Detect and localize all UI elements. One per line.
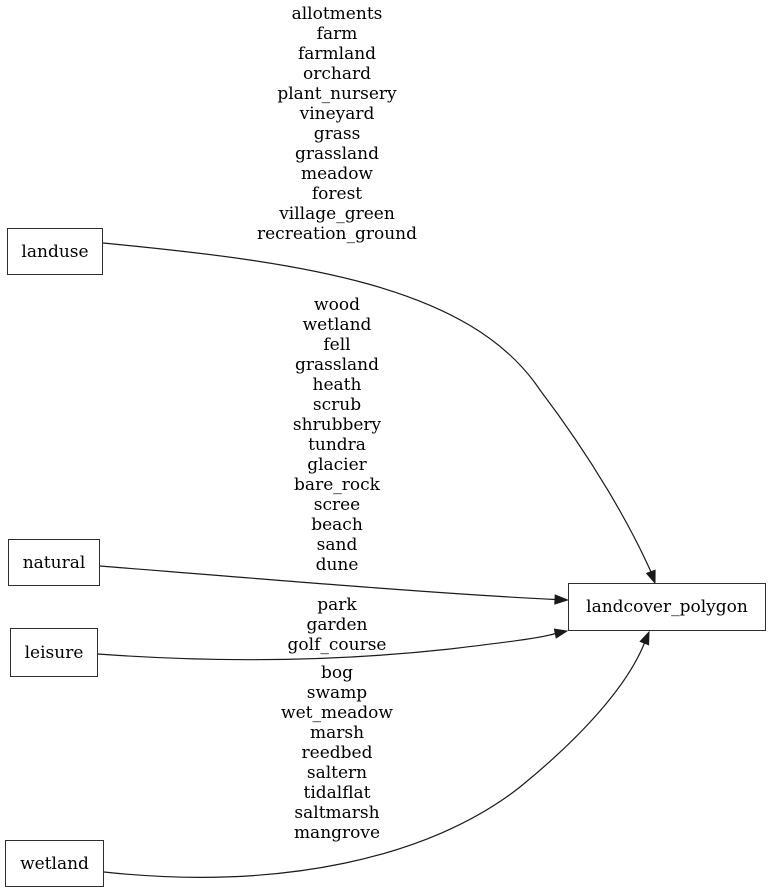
arrowhead-wetland-icon <box>640 632 649 645</box>
node-landcover-polygon-label: landcover_polygon <box>586 597 748 617</box>
arrowhead-leisure-icon <box>554 629 567 638</box>
edge-label-line: farm <box>316 24 358 44</box>
edge-label-line: garden <box>306 615 368 635</box>
edge-label-line: glacier <box>307 455 367 475</box>
node-leisure <box>10 628 98 677</box>
edge-label-line: golf_course <box>287 635 387 655</box>
edge-label-line: grassland <box>295 355 379 375</box>
node-landcover-polygon <box>568 583 766 631</box>
edge-label-line: saltern <box>306 763 368 783</box>
node-wetland-label: wetland <box>20 853 89 874</box>
edge-label-landuse-values <box>136 4 538 244</box>
edge-label-line: forest <box>311 184 363 204</box>
edge-label-line: meadow <box>301 164 373 184</box>
edge-label-line: wood <box>314 295 360 315</box>
edge-label-line: grass <box>313 124 361 144</box>
node-natural <box>8 539 100 586</box>
edge-label-line: village_green <box>279 204 395 224</box>
edge-label-line: scrub <box>312 395 362 415</box>
node-natural-label: natural <box>22 552 86 573</box>
edge-label-line: bog <box>321 663 353 683</box>
edge-label-line: dune <box>315 555 359 575</box>
edge-label-line: farmland <box>297 44 377 64</box>
edge-label-line: reedbed <box>301 743 373 763</box>
edge-label-line: vineyard <box>299 104 375 124</box>
edge-label-line: bare_rock <box>294 475 380 495</box>
edge-label-line: sand <box>316 535 358 555</box>
edge-label-line: swamp <box>306 683 368 703</box>
edge-label-line: orchard <box>303 64 371 84</box>
edge-label-line: recreation_ground <box>256 224 417 244</box>
edge-label-wetland-values <box>136 663 538 843</box>
node-wetland <box>5 840 104 887</box>
node-landuse <box>7 228 103 275</box>
edge-label-line: fell <box>323 335 351 355</box>
edge-label-line: wet_meadow <box>281 703 393 723</box>
edge-label-line: allotments <box>291 4 383 24</box>
edge-label-line: marsh <box>309 723 365 743</box>
edge-label-line: beach <box>311 515 363 535</box>
edge-label-line: scree <box>313 495 361 515</box>
edge-label-line: saltmarsh <box>294 803 380 823</box>
edge-label-line: mangrove <box>293 823 381 843</box>
edge-label-line: grassland <box>295 144 379 164</box>
edge-label-line: wetland <box>302 315 372 335</box>
edge-label-line: park <box>317 595 357 615</box>
node-leisure-label: leisure <box>24 642 84 663</box>
node-landuse-label: landuse <box>21 241 89 262</box>
edge-label-natural-values <box>136 295 538 575</box>
arrowhead-natural-icon <box>555 595 568 604</box>
edge-label-line: tidalflat <box>303 783 371 803</box>
arrowhead-landuse-icon <box>647 570 656 583</box>
edge-label-line: heath <box>312 375 362 395</box>
edge-label-line: tundra <box>308 435 366 455</box>
edge-label-line: shrubbery <box>292 415 382 435</box>
edge-label-line: plant_nursery <box>277 84 397 104</box>
edge-label-leisure-values <box>136 595 538 655</box>
